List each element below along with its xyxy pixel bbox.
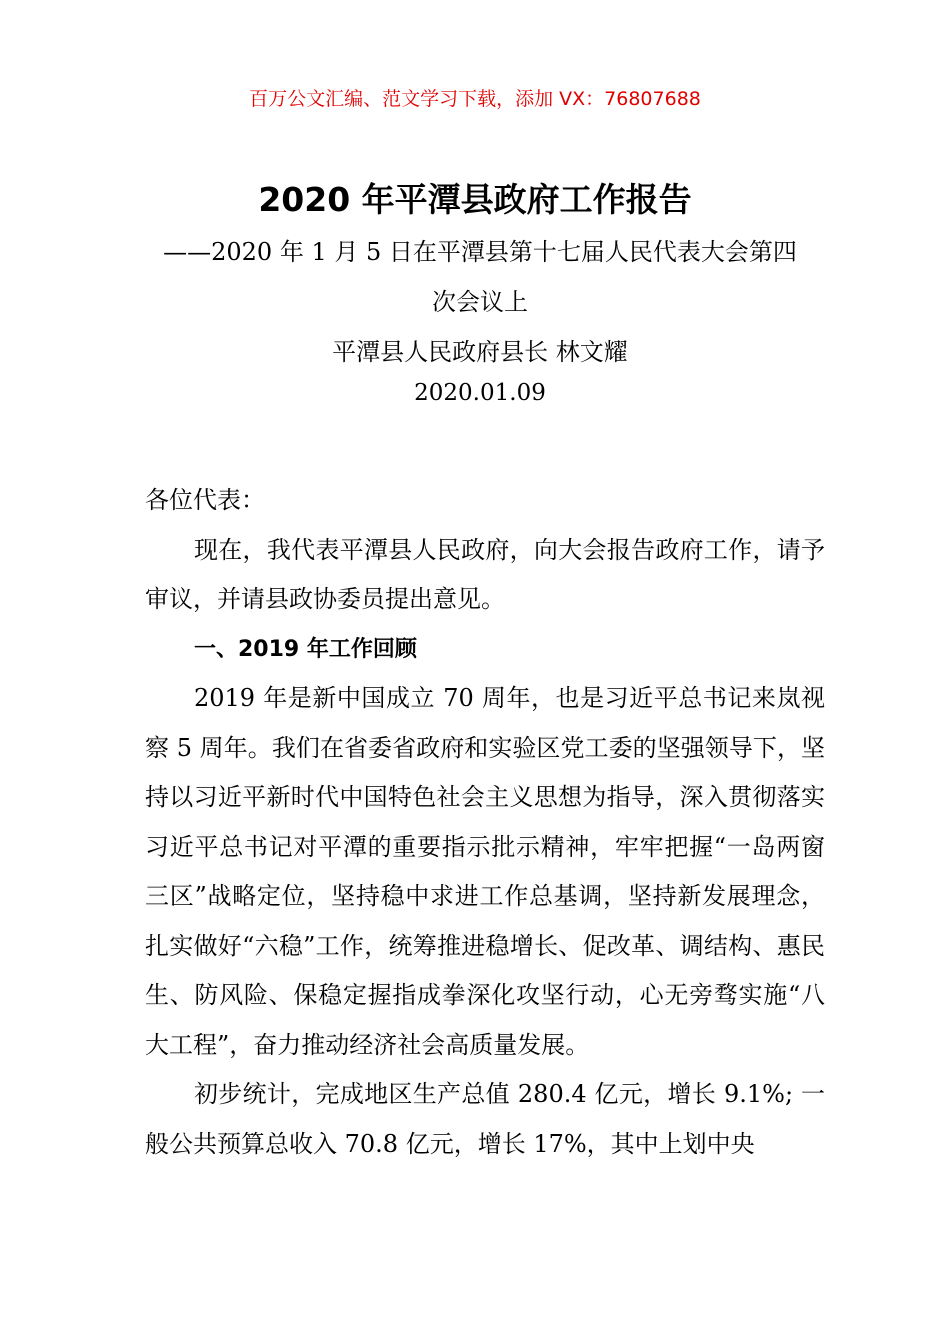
header-note: 百万公文汇编、范文学习下载，添加 VX：76807688 — [249, 88, 701, 110]
subtitle-line-1: ——2020 年 1 月 5 日在平潭县第十七届人民代表大会第四 — [163, 238, 797, 266]
author-line: 平潭县人民政府县长 林文耀 — [332, 338, 628, 366]
review-paragraph: 2019 年是新中国成立 70 周年，也是习近平总书记来岚视察 5 周年。我们在省委省政府和实验区党工委的坚强领导下，坚持以习近平新时代中国特色社会主义思想为指导，深入贯彻落实习近平总书记对平潭的重要指示批示精神，牢牢把握“一岛两窗三区”战略定位，坚持稳中求进工作总基调，坚持新发展理念，扎实做好“六稳”工作，统筹推进稳增长、促改革、调结构、惠民生、防风险、保稳定握指成拳深化攻坚行动，心无旁骛实施“八大工程”，奋力推动经济社会高质量发展。 — [145, 684, 825, 1059]
section-heading: 一、2019 年工作回顾 — [194, 636, 417, 662]
subtitle-line-2: 次会议上 — [432, 288, 528, 316]
salutation: 各位代表： — [145, 486, 265, 514]
intro-paragraph: 现在，我代表平潭县人民政府，向大会报告政府工作，请予审议，并请县政协委员提出意见。 — [145, 535, 825, 613]
document-body — [145, 476, 825, 1169]
date-line: 2020.01.09 — [414, 380, 546, 406]
document-title: 2020 年平潭县政府工作报告 — [258, 180, 692, 219]
statistics-paragraph: 初步统计，完成地区生产总值 280.4 亿元，增长 9.1%; 一般公共预算总收入 70.8 亿元，增长 17%，其中上划中央 — [145, 1080, 825, 1158]
